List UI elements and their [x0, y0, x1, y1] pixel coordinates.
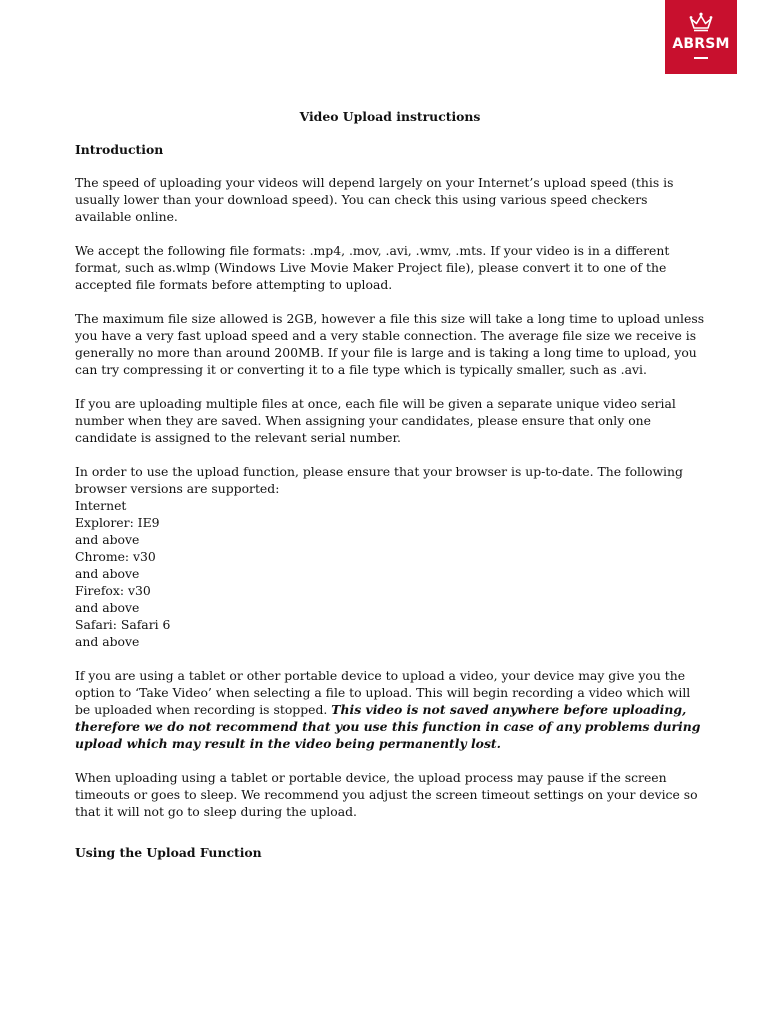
upload-function-heading: Using the Upload Function — [75, 845, 262, 860]
browser-item-ie: Internet Explorer: IE9 and above — [75, 498, 160, 547]
tablet-recording-warning: This video is not saved anywhere before uploading, therefore we do not recommend that you use this function in case of any problems during upload which may result in the video being permanently lost. — [75, 702, 701, 751]
paragraph-browser-support: In order to use the upload function, please ensure that your browser is up-to-date. The following browser versions are supported: — [75, 464, 683, 496]
paragraph-upload-speed: The speed of uploading your videos will depend largely on your Internet’s upload speed (this is usually lower than your download speed). You can check this using various speed checkers available online. — [75, 175, 674, 224]
browser-item-firefox: Firefox: v30 and above — [75, 583, 151, 615]
paragraph-file-formats: We accept the following file formats: .mp4, .mov, .avi, .wmv, .mts. If your video is in a different format, such as.wlmp (Windows Live Movie Maker Project file), please convert it to one of the accepted file formats before attempting to upload. — [75, 243, 670, 292]
crown-icon — [688, 12, 714, 32]
browser-list — [75, 497, 175, 650]
document-title: Video Upload instructions — [299, 109, 481, 124]
browser-section — [75, 463, 705, 650]
logo-underline — [694, 57, 708, 59]
paragraph-multiple-files: If you are uploading multiple files at once, each file will be given a separate unique video serial number when they are saved. When assigning your candidates, please ensure that only one candidate is assigned to the relevant serial number. — [75, 396, 676, 445]
introduction-heading: Introduction — [75, 142, 164, 157]
paragraph-tablet-recording — [75, 667, 705, 752]
tablet-recording-text: If you are using a tablet or other portable device to upload a video, your device may give you the option to ‘Take Video’ when selecting a file to upload. This will begin recording a video which will be uploaded when recording is stopped. — [75, 668, 691, 717]
browser-item-chrome: Chrome: v30 and above — [75, 549, 156, 581]
abrsm-logo — [665, 0, 737, 74]
document-body — [75, 108, 705, 877]
browser-item-safari: Safari: Safari 6 and above — [75, 617, 171, 649]
logo-text: ABRSM — [672, 36, 730, 52]
paragraph-file-size: The maximum file size allowed is 2GB, however a file this size will take a long time to upload unless you have a very fast upload speed and a very stable connection. The average file size we receive is generally no more than around 200MB. If your file is large and is taking a long time to upload, you can try compressing it or converting it to a file type which is typically smaller, such as .avi. — [75, 311, 705, 377]
paragraph-screen-sleep: When uploading using a tablet or portable device, the upload process may pause if the screen timeouts or goes to sleep. We recommend you adjust the screen timeout settings on your device so that it will not go to sleep during the upload. — [75, 770, 698, 819]
